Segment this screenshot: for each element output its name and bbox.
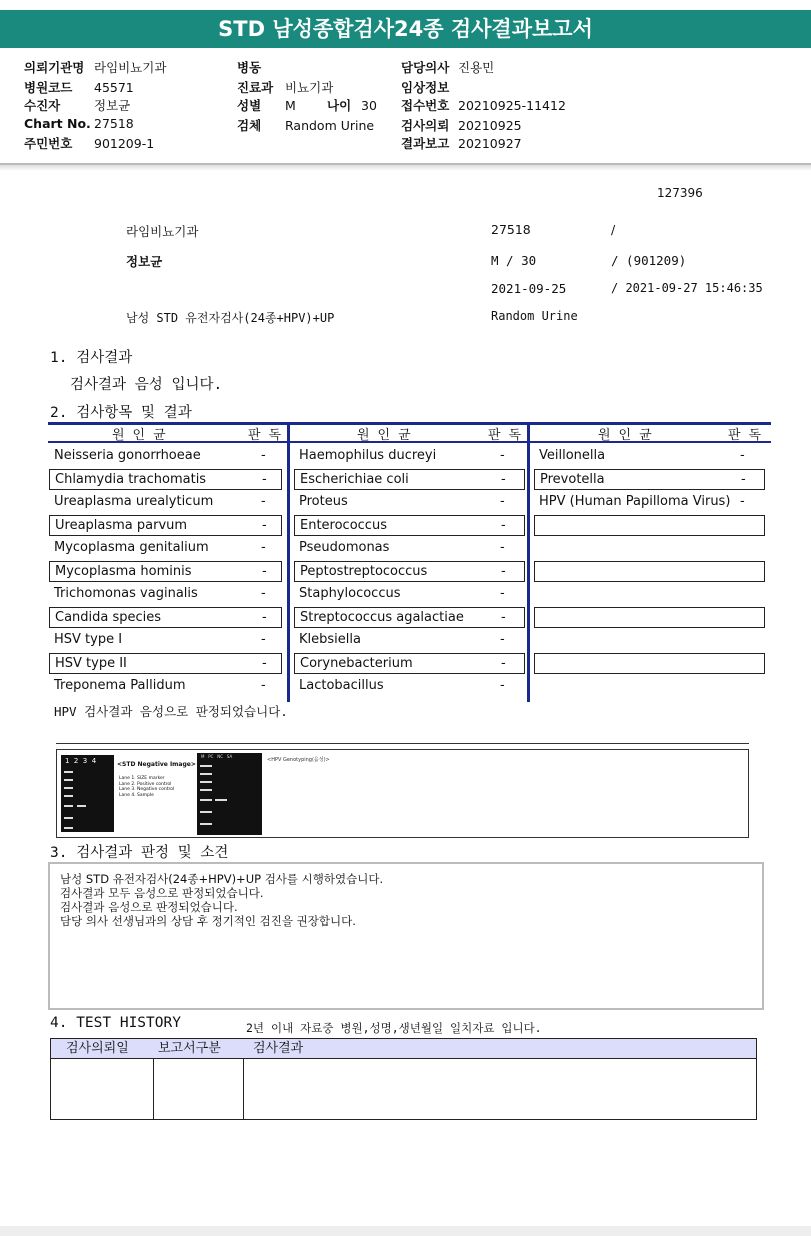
gel-lane-numbers: 1 2 3 4 [65,757,97,765]
patient-name: 정보균 [126,254,163,269]
received-date: 2021-09-25 [491,281,567,296]
judgment-value: - [262,518,267,533]
header-col3-row4: 검사의뢰 20210925 [401,118,522,133]
organism-name: Staphylococcus [299,586,401,601]
header-col1-row3: 수진자 정보균 [24,98,131,113]
header-col3-row2: 임상정보 [401,80,450,95]
result-row [49,676,282,697]
gel-band [64,779,73,781]
gel-band [64,795,73,797]
result-row [294,446,525,467]
organism-name: Enterococcus [300,518,387,533]
judgment-value: - [740,494,745,509]
column-divider [287,422,290,702]
result-row [294,584,525,605]
column-header-judgment: 판독 [728,428,770,443]
history-cell [243,1059,757,1120]
history-header-request-date: 검사의뢰일 [50,1038,154,1059]
result-row [294,469,525,490]
header-col3-row1: 담당의사 진용민 [401,60,495,75]
result-row [49,492,282,513]
result-row [534,446,765,467]
gel-band [77,805,86,807]
header-col2-row4: 검체 Random Urine [237,118,375,133]
judgment-value: - [501,518,506,533]
gel-legend-item: Lane 4. Sample [119,792,154,798]
column-header-judgment: 판독 [488,428,530,443]
header-col3-row3: 접수번호 20210925-11412 [401,98,566,113]
judgment-value: - [261,448,266,463]
judgment-value: - [501,472,506,487]
result-row [49,515,282,536]
section1-heading: 1. 검사결과 [50,350,133,366]
column-header-organism: 원인균 [112,428,174,443]
hpv-gel-lanes [197,753,262,835]
result-row [49,538,282,559]
result-row [534,561,765,582]
chart-number: 27518 [491,222,531,237]
specimen: Random Urine [491,309,578,323]
organism-name: Ureaplasma parvum [55,518,188,533]
gel-band [200,773,212,775]
result-row [294,561,525,582]
header-divider-shadow [0,165,811,171]
history-cell [50,1059,154,1120]
result-row [49,630,282,651]
result-row [534,469,765,490]
result-row [534,607,765,628]
organism-name: Prevotella [540,472,605,487]
organism-name: Proteus [299,494,348,509]
gel-band [64,827,73,829]
judgment-value: - [501,564,506,579]
result-row [49,469,282,490]
header-col2-row3: 성별 M 나이 30 [237,98,377,113]
gel-band [200,823,212,825]
section4-heading: 4. TEST HISTORY [50,1015,181,1031]
result-row [49,584,282,605]
result-row [534,515,765,536]
judgment-value: - [262,472,267,487]
result-row [534,653,765,674]
judgment-value: - [741,472,746,487]
gel-legend-item: Lane 2. Positive control [119,781,172,787]
gel-band [200,811,212,813]
judgment-value: - [501,610,506,625]
judgment-value: - [261,632,266,647]
opinion-line: 검사결과 모두 음성으로 판정되었습니다. [60,886,264,900]
organism-name: Streptococcus agalactiae [300,610,464,625]
patient-birth: / (901209) [611,253,687,268]
separator-slash: / [611,222,616,237]
judgment-value: - [262,564,267,579]
judgment-value: - [261,540,266,555]
reported-datetime: / 2021-09-27 15:46:35 [611,281,763,295]
gel-band [64,771,73,773]
judgment-value: - [262,656,267,671]
organism-name: HSV type I [54,632,123,647]
test-name: 남성 STD 유전자검사(24종+HPV)+UP [126,311,335,325]
header-col2-row2: 진료과 비뇨기과 [237,80,334,95]
gel-electrophoresis-image [56,749,749,838]
result-row [534,630,765,651]
result-row [49,607,282,628]
organism-name: Veillonella [539,448,606,463]
judgment-value: - [740,448,745,463]
gel-band [64,805,73,807]
result-row [294,653,525,674]
result-row [294,492,525,513]
hpv-note: HPV 검사결과 음성으로 판정되었습니다. [54,704,288,719]
judgment-value: - [500,632,505,647]
history-note: 2년 이내 자료중 병원,성명,생년월일 일치자료 입니다. [246,1021,542,1035]
organism-name: HPV (Human Papilloma Virus) [539,494,731,509]
result-row [294,515,525,536]
report-title: STD 남성종합검사24종 검사결과보고서 [0,10,811,48]
std-gel-lanes [61,755,114,832]
opinion-box [48,862,764,1010]
gel-legend-item: Lane 1. SIZE marker [119,776,165,781]
header-col1-row5: 주민번호 901209-1 [24,136,155,151]
judgment-value: - [261,494,266,509]
judgment-value: - [501,656,506,671]
organism-name: Pseudomonas [299,540,390,555]
opinion-line: 검사결과 음성으로 판정되었습니다. [60,900,238,914]
clinic-name: 라임비뇨기과 [126,224,199,239]
organism-name: Lactobacillus [299,678,384,693]
column-header-organism: 원인균 [357,428,419,443]
organism-name: Mycoplasma hominis [55,564,192,579]
header-col1-row4: Chart No. 27518 [24,116,134,131]
column-divider [527,422,530,702]
organism-name: Corynebacterium [300,656,413,671]
section3-heading: 3. 검사결과 판정 및 소견 [50,845,229,861]
gel-band [215,799,227,801]
organism-name: Mycoplasma genitalium [54,540,209,555]
organism-name: Candida species [55,610,162,625]
gel-band [200,781,212,783]
organism-name: Trichomonas vaginalis [54,586,198,601]
result-row [49,653,282,674]
organism-name: Ureaplasma urealyticum [54,494,214,509]
history-header-result: 검사결과 [243,1038,757,1059]
history-header-report-type: 보고서구분 [153,1038,244,1059]
result-row [534,538,765,559]
result-row [49,561,282,582]
result-row [294,607,525,628]
header-col2-row1: 병동 [237,60,262,75]
result-row [534,492,765,513]
judgment-value: - [500,448,505,463]
result-row [49,446,282,467]
gel-legend [119,776,174,798]
judgment-value: - [500,586,505,601]
result-row [534,584,765,605]
judgment-value: - [500,540,505,555]
judgment-value: - [261,586,266,601]
organism-name: Peptostreptococcus [300,564,428,579]
gel-band [64,817,73,819]
opinion-line: 남성 STD 유전자검사(24종+HPV)+UP 검사를 시행하였습니다. [60,872,384,886]
organism-name: Neisseria gonorrhoeae [54,448,201,463]
gel-band [200,799,212,801]
organism-name: HSV type II [55,656,127,671]
gel-legend-item: Lane 3. Negative control [119,787,175,792]
judgment-value: - [500,494,505,509]
organism-name: Haemophilus ducreyi [299,448,437,463]
gel-band [64,787,73,789]
gel-caption-title: <STD Negative Image> [117,761,196,768]
header-col1-row2: 병원코드 45571 [24,80,134,95]
result-row [294,630,525,651]
column-header-judgment: 판독 [248,428,290,443]
opinion-line: 담당 의사 선생님과의 상담 후 정기적인 검진을 권장합니다. [60,914,356,928]
organism-name: Treponema Pallidum [54,678,186,693]
section2-heading: 2. 검사항목 및 결과 [50,405,192,421]
gel-band [200,789,212,791]
header-col1-row1: 의뢰기관명 라임비뇨기과 [24,60,167,75]
image-divider [56,743,749,744]
hpv-gel-caption: <HPV Genotyping(음성)> [267,757,330,763]
organism-name: Chlamydia trachomatis [55,472,207,487]
column-header-organism: 원인균 [598,428,660,443]
judgment-value: - [262,610,267,625]
result-row [294,676,525,697]
hpv-gel-lane-labels: M PC NC SA [201,754,233,759]
patient-sex-age: M / 30 [491,253,537,268]
report-code: 127396 [657,186,703,200]
organism-name: Klebsiella [299,632,361,647]
page-footer [0,1226,811,1236]
gel-band [200,765,212,767]
organism-name: Escherichiae coli [300,472,409,487]
judgment-value: - [500,678,505,693]
section1-result: 검사결과 음성 입니다. [70,377,223,393]
result-row [294,538,525,559]
judgment-value: - [261,678,266,693]
header-col3-row5: 결과보고 20210927 [401,136,522,151]
history-cell [153,1059,244,1120]
